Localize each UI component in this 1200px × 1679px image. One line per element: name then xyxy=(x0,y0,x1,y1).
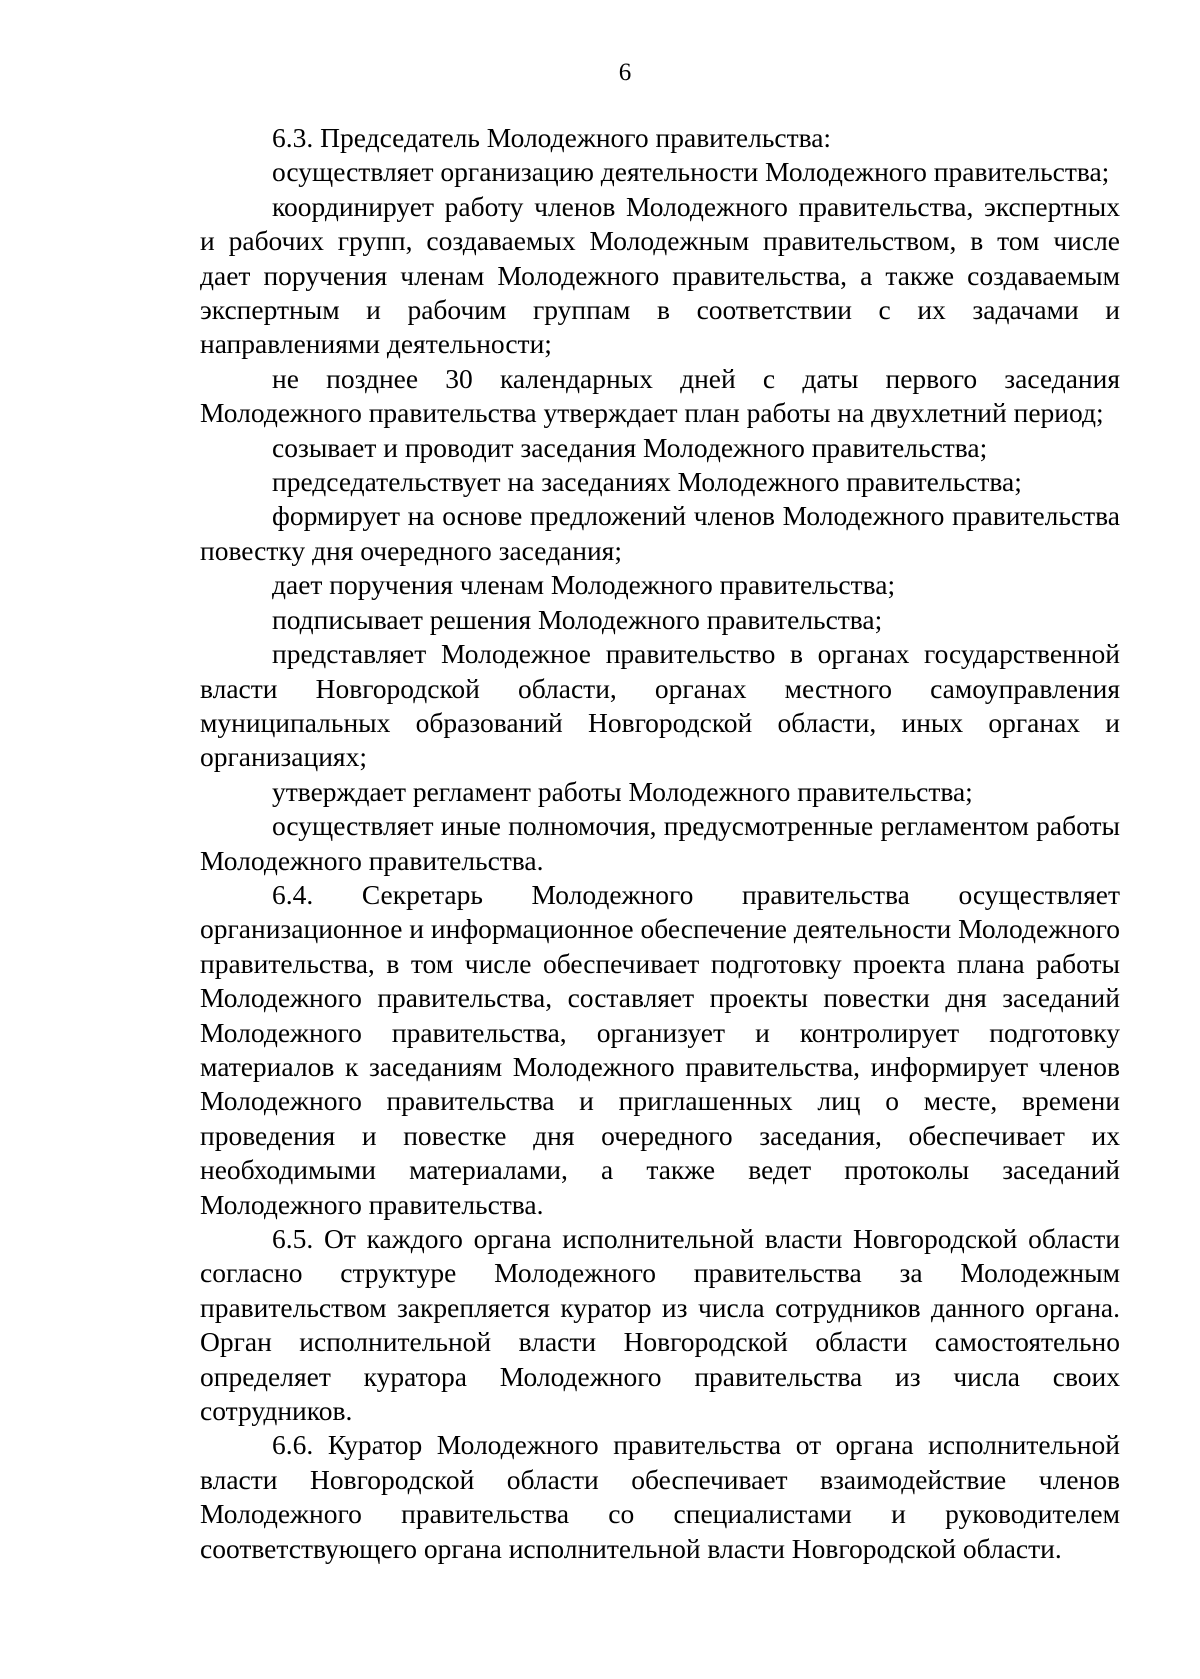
paragraph: председательствует на заседаниях Молодежного правительства; xyxy=(272,466,1022,498)
page-number: 6 xyxy=(618,59,632,86)
paragraph: подписывает решения Молодежного правительства; xyxy=(272,603,883,635)
paragraph: представляет Молодежное правительство в органах государственной власти Новгородской области, органах местного самоуправления муниципальных образований Новгородской области, иных органах и организациях; xyxy=(200,638,1120,773)
paragraph: осуществляет иные полномочия, предусмотренные регламентом работы Молодежного правительства. xyxy=(200,810,1120,876)
paragraph: 6.3. Председатель Молодежного правительства: xyxy=(272,122,832,153)
paragraph: осуществляет организацию деятельности Молодежного правительства; xyxy=(272,156,1110,188)
paragraph: созывает и проводит заседания Молодежного правительства; xyxy=(272,431,988,463)
document-body xyxy=(200,121,1120,1566)
paragraph: дает поручения членам Молодежного правительства; xyxy=(272,569,896,601)
paragraph: формирует на основе предложений членов Молодежного правительства повестку дня очередного заседания; xyxy=(200,500,1120,566)
paragraph: 6.6. Куратор Молодежного правительства от органа исполнительной власти Новгородской области обеспечивает взаимодействие членов Молодежного правительства со специалистами и руководителем соответствующего органа исполнительной власти Новгородской области. xyxy=(200,1429,1120,1564)
paragraph: 6.5. От каждого органа исполнительной власти Новгородской области согласно структуре Молодежного правительства за Молодежным правительством закрепляется куратор из числа сотрудников данного органа. Орган исполнительной власти Новгородской области самостоятельно определяет куратора Молодежного правительства из числа своих сотрудников. xyxy=(200,1223,1120,1427)
paragraph: утверждает регламент работы Молодежного правительства; xyxy=(272,775,973,807)
paragraph: координирует работу членов Молодежного правительства, экспертных и рабочих групп, создаваемых Молодежным правительством, в том числе дает поручения членам Молодежного правительства, а также создаваемым экспертным и рабочим группам в соответствии с их задачами и направлениями деятельности; xyxy=(200,190,1120,360)
paragraph: не позднее 30 календарных дней с даты первого заседания Молодежного правительства утверждает план работы на двухлетний период; xyxy=(200,362,1120,429)
paragraph: 6.4. Секретарь Молодежного правительства осуществляет организационное и информационное обеспечение деятельности Молодежного правительства, в том числе обеспечивает подготовку проекта плана работы Молодежного правительства, составляет проекты повестки дня заседаний Молодежного правительства, организует и контролирует подготовку материалов к заседаниям Молодежного правительства, информирует членов Молодежного правительства и приглашенных лиц о месте, времени проведения и повестке дня очередного заседания, обеспечивает их необходимыми материалами, а также ведет протоколы заседаний Молодежного правительства. xyxy=(200,878,1120,1220)
